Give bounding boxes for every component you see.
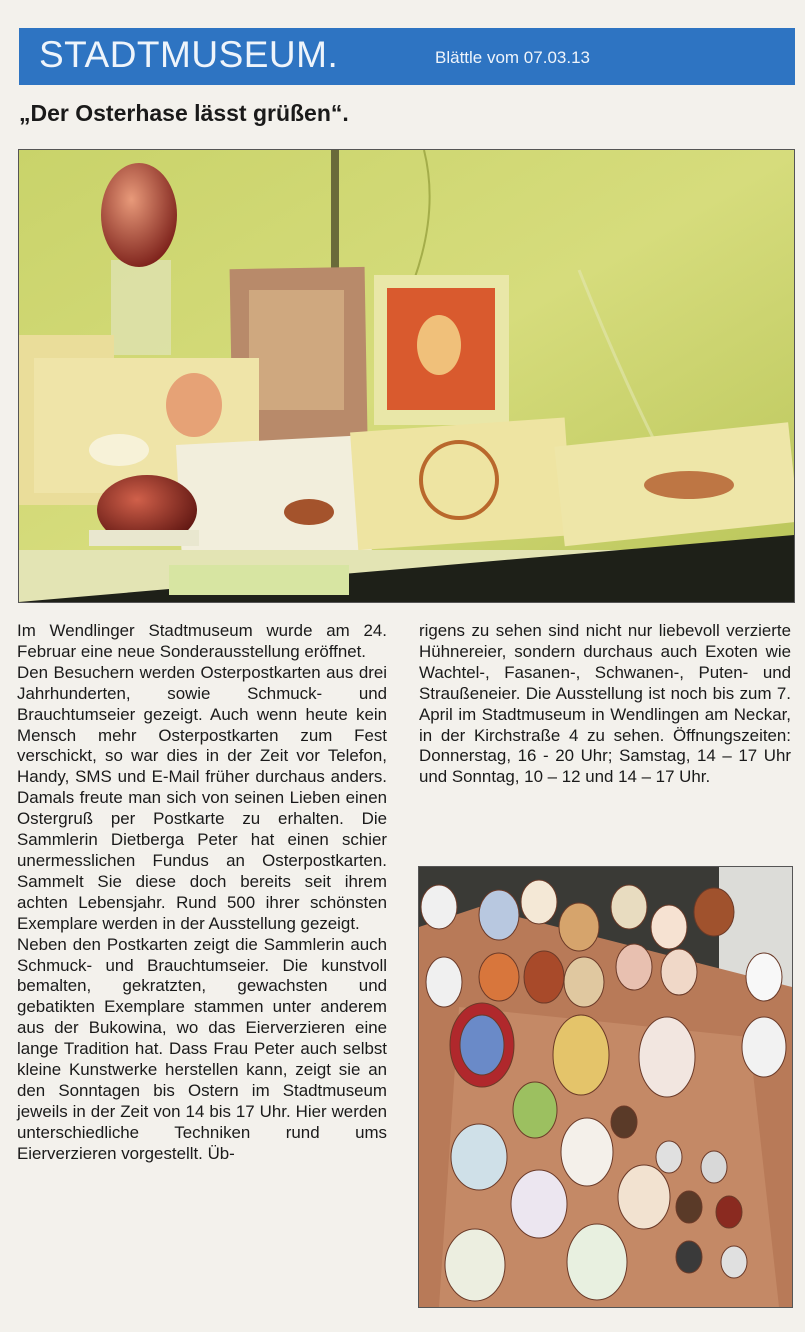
issue-date: Blättle vom 07.03.13 [435, 48, 590, 67]
article-paragraph: Neben den Postkarten zeigt die Sammlerin auch Schmuck- und Brauchtumseier. Die kunstvoll bemalten, gekratzten, gewachsten und gebatikten Exemplare stammen unter anderem aus der Bukowina, wo das Eierverzieren eine lange Tradition hat. Dass Frau Peter auch selbst kleine Kunstwerke herstellen kann, zeigt sie an den Sonntagen bis Ostern im Stadtmuseum jeweils in der Zeit von 14 bis 17 Uhr. Hier werden unterschiedliche Techniken rund ums Eierverzieren vorgestellt. Üb- [17, 934, 387, 1163]
article-paragraph: Den Besuchern werden Osterpostkarten aus drei Jahrhunderten, sowie Schmuck- und Brauchtumseier gezeigt. Auch wenn heute kein Mensch mehr Osterpostkarten zum Fest verschickt, so war dies in der Zeit vor Telefon, Handy, SMS und E-Mail früher durchaus anders. Damals freute man sich von seinen Lieben einen Ostergruß per Postkarte zu erhalten. Die Sammlerin Dietberga Peter hat einen schier unermesslichen Fundus an Osterpostkarten. Sammelt Sie diese doch bereits seit ihrem achten Lebensjahr. Rund 500 ihrer schönsten Exemplare werden in der Ausstellung gezeigt. [17, 662, 387, 933]
article-paragraph: rigens zu sehen sind nicht nur liebevoll verzierte Hühnereier, sondern durchaus auch Exoten wie Wachtel-, Fasanen-, Schwanen-, Puten- und Straußeneier. Die Ausstellung ist noch bis zum 7. April im Stadtmuseum in Wendlingen am Neckar, in der Kirchstraße 4 zu sehen. Öffnungszeiten: Donnerstag, 16 - 20 Uhr; Samstag, 14 – 17 Uhr und Sonntag, 10 – 12 und 14 – 17 Uhr. [419, 621, 791, 787]
section-banner [19, 28, 795, 85]
decorated-eggs-photo [418, 866, 793, 1308]
article-headline: „Der Osterhase lässt grüßen“. [19, 100, 349, 126]
postcard-display-photo [18, 149, 795, 603]
article-paragraph: Im Wendlinger Stadtmuseum wurde am 24. Februar eine neue Sonderausstellung eröffnet. [17, 621, 387, 661]
section-title: STADTMUSEUM. [39, 34, 339, 75]
article-left-column [17, 621, 387, 1165]
article-right-column [419, 621, 791, 788]
